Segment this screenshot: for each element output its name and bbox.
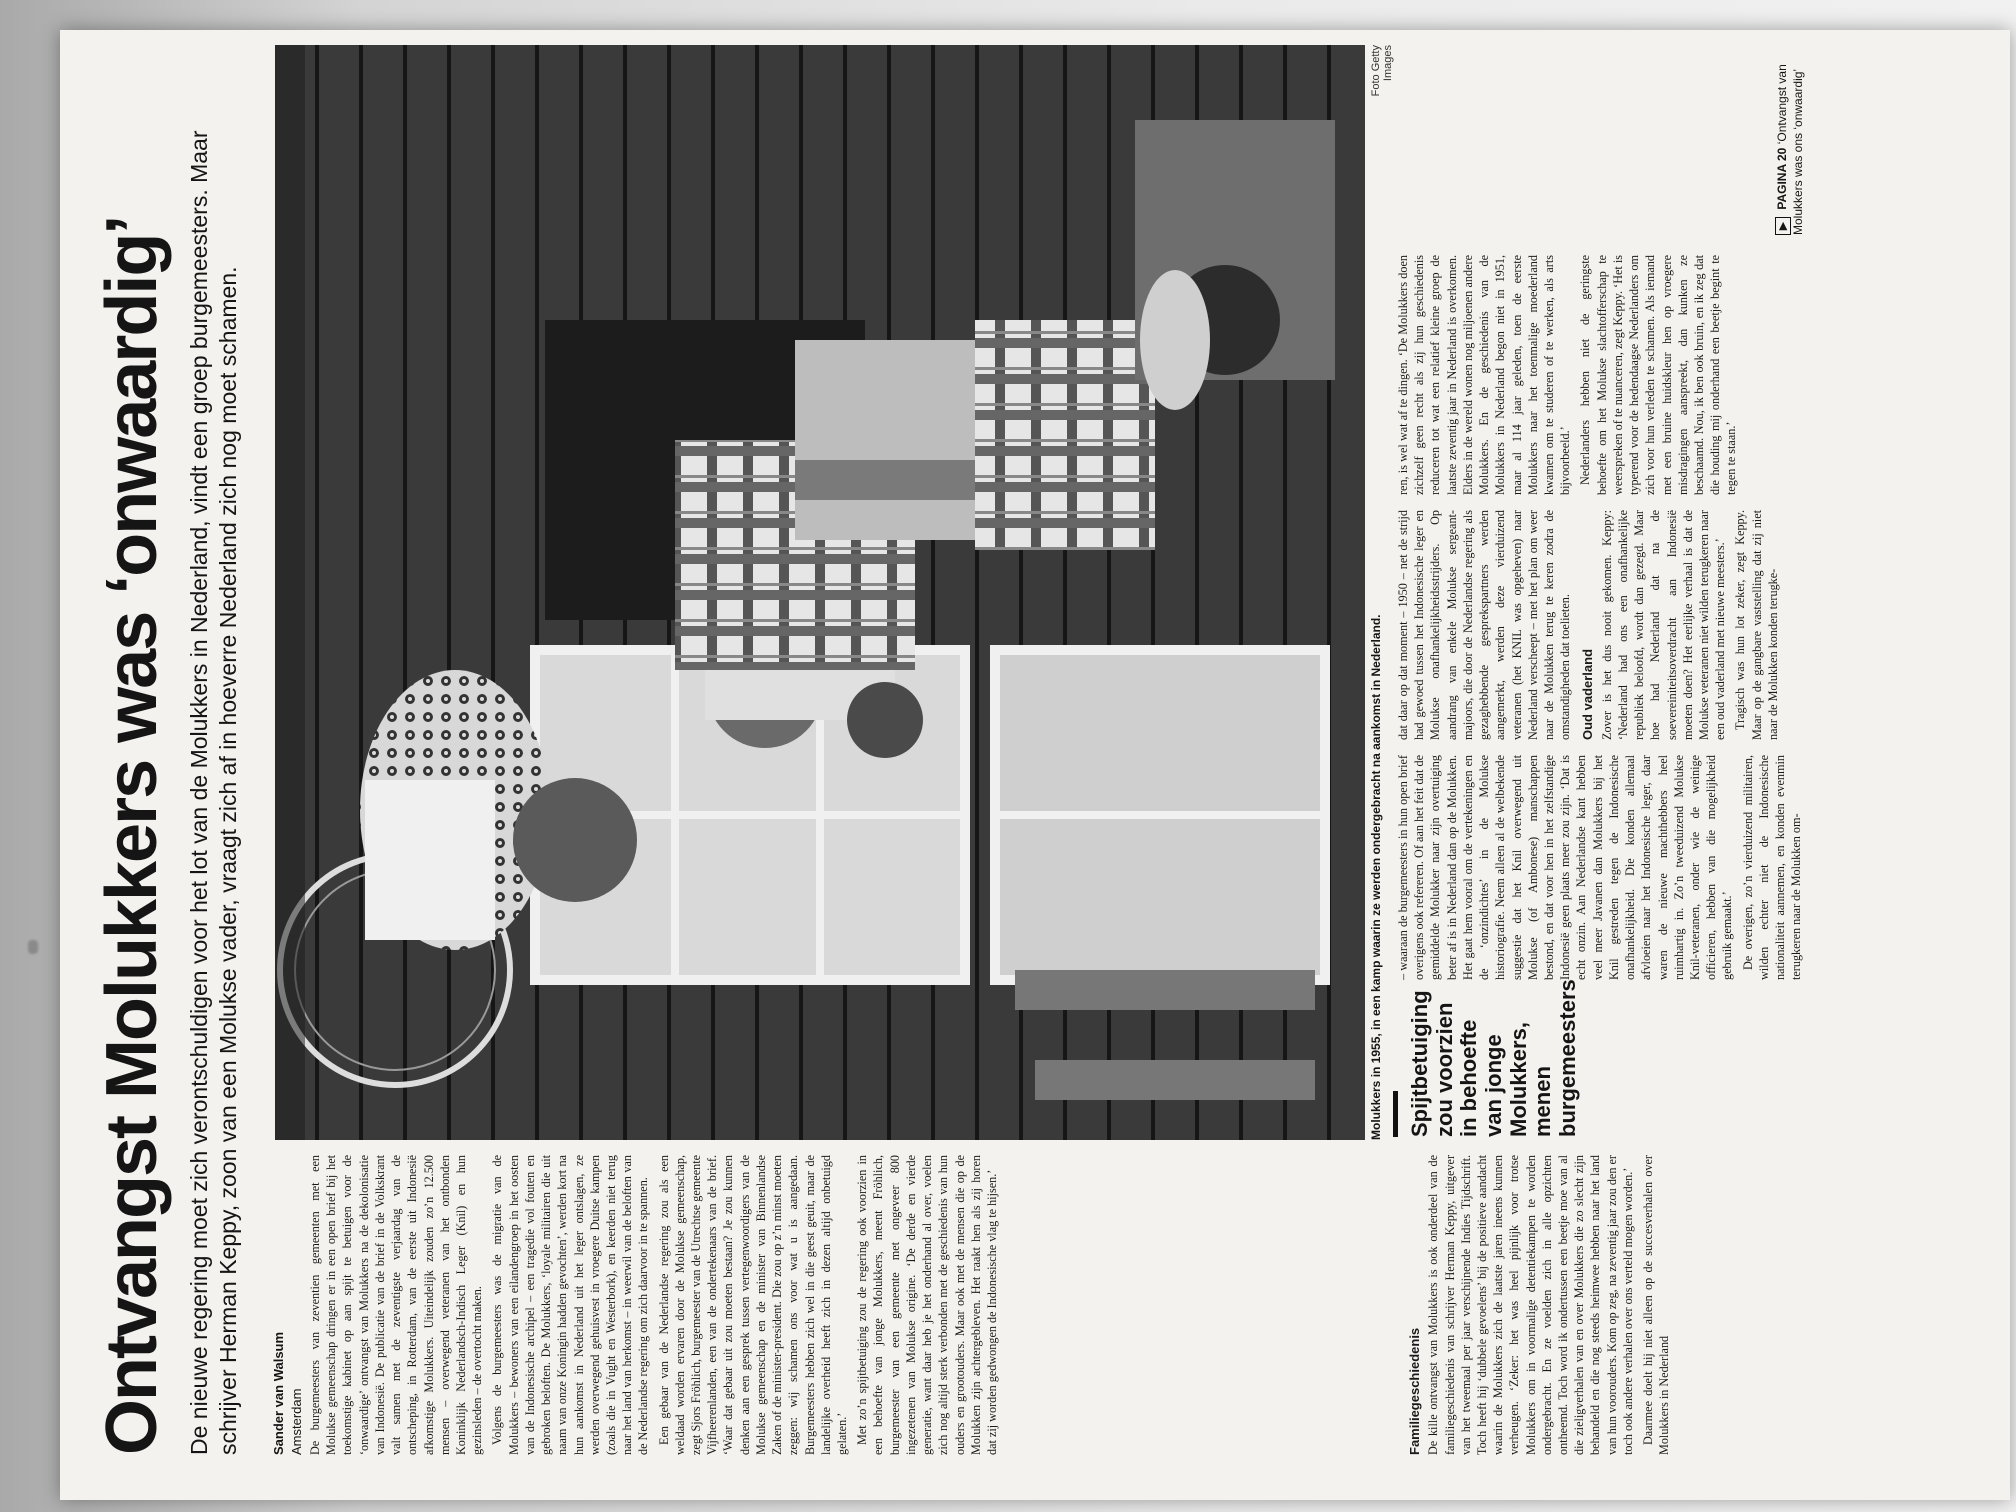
- column-3: [1395, 755, 1808, 980]
- pull-quote-text: Spijtbetuiging zou voorzien in behoefte van jonge Molukkers, menen burgemeesters: [1407, 979, 1580, 1137]
- paragraph: Volgens de burgemeesters was de migratie van de Molukkers – bewoners van een eilandengroep in het oosten van de Indonesische archipel – een tragedie vol fouten en gebroken beloften. De Molukkers, ‘loyale militairen die uit naam van onze Koningin hadden gevochten’, werden kort na hun aankomst in Nederland uit het leger ontslagen, ze werden overwegend gehuisvest in vroegere Duitse kampen (zoals die in Vught en Westerbork), en keerden niet terug naar het land van herkomst – in weerwil van de beloften van de Nederlandse regering om zich daarvoor in te spannen.: [490, 1155, 651, 1455]
- arrow-right-icon: ▶: [1775, 217, 1791, 235]
- paragraph: De kille ontvangst van Molukkers is ook onderdeel van de familiegeschiedenis van schrijver Herman Keppy, uitgever van het tweemaal per jaar verschijnende Indies Tijdschrift. Toch heeft hij ‘dubbele gevoelens’ bij de positieve aandacht waarin de Molukkers zich de laatste jaren ineens kunnen verheugen. ‘Zeker: het was heel pijnlijk voor trotse Molukkers om in voormalige detentiekampen te worden ondergebracht. En ze voelden zich in alle opzichten ontheemd. Toch word ik ondertussen een beetje moe van al die zieligverhalen van en over Molukkers die zo slecht zijn behandeld en die nog steeds heimwee hebben naar het land van hun voorouders. Kom op zeg, na zeventig jaar zou den er toch ook andere verhalen over ons verteld mogen worden.’: [1426, 1155, 1635, 1455]
- newspaper-page: [92, 40, 1995, 1475]
- archive-photo: [275, 45, 1365, 1140]
- paragraph: Een gebaar van de Nederlandse regering zou als een weldaad worden ervaren door de Molukse gemeenschap, zegt Sjors Fröhlich, burgemeester van de Utrechtse gemeente Vijfheerenlanden, een van de ondertekenaars van de brief. ‘Waar dat gebaar uit zou moeten bestaan? Je zou kunnen denken aan een gesprek tussen vertegenwoordigers van de Molukse gemeenschap en de minister van Binnenlandse Zaken of de minister-president. Die zou op z’n minst moeten zeggen: wij schamen ons voor wat u is aangedaan. Burgemeesters hebben zich wel in die geest geuit, maar de landelijke overheid heeft zich in dezen altijd onbetuigd gelaten.’: [656, 1155, 849, 1455]
- subhead-oud-vaderland: Oud vaderland: [1580, 648, 1596, 740]
- page-reference-text: ‘Ontvangst van Molukkers was ons ‘onwaardig’: [1775, 64, 1805, 235]
- pull-quote-bar: [1393, 1091, 1398, 1137]
- column-1: [307, 1155, 1004, 1455]
- photo-illustration: [275, 45, 1365, 1140]
- paragraph: De overigen, zo’n vierduizend militairen, wilden echter niet de Indonesische nationaliteit aannemen, en konden evenmin terugkeren naar de Molukken om-: [1740, 755, 1804, 980]
- paragraph: Nederlanders hebben niet de geringste behoefte om het Molukse slachtofferschap te weerspreken of te nuanceren, zegt Keppy. ‘Het is typerend voor de hedendaagse Nederlanders om zich voor hun verleden te schamen. Als iemand met een bruine huidskleur hen op vroegere misdragingen aanspreekt, dan kunken ze beschaamd. Nou, ik ben ook bruin, en ik zeg dat die houding mij onderhand een beetje begint te tegen te staan.’: [1578, 255, 1739, 495]
- column-5: [1395, 255, 1744, 495]
- paragraph: Met zo’n spijtbetuiging zou de regering ook voorzien in een behoefte van jonge Molukkers, meent Fröhlich, burgemeester van een gemeente met ongeveer 800 ingezetenen van Molukse origine. ‘De derde en vierde generatie, want daar heb je het onderhand al over, voelen zich nog altijd sterk verbonden met de geschiedenis van hun ouders en grootouders. Maar ook met de mensen die op de Molukken zijn achtergebleven. Het raakt hen als zij horen dat zij worden gedwongen de Indonesische vlag te hijsen.’: [855, 1155, 999, 1455]
- photo-credit: Foto Getty Images: [1370, 45, 1394, 97]
- dateline: Amsterdam: [288, 1388, 304, 1455]
- intro-text: De nieuwe regering moet zich verontschuldigen voor het lot van de Molukkers in Nederland, vindt een groep burgemeesters. Maar schrijver Herman Keppy, zoon van een Molukse vader, vraagt zich af in hoeverre Nederland zich nog moet schamen.: [186, 130, 241, 1455]
- page-reference-label: PAGINA 20: [1775, 147, 1789, 210]
- paragraph: Daarmee doelt hij niet alleen op de succesverhalen over Molukkers in Nederland: [1641, 1155, 1672, 1455]
- author: Sander van Walsum: [271, 1331, 286, 1455]
- pull-quote: [1393, 979, 1580, 1137]
- paragraph: Tragisch was hun lot zeker, zegt Keppy. Maar op de gangbare vaststelling dat zij niet naar de Molukken konden terugke-: [1733, 510, 1780, 740]
- paragraph: ren, is wel wat af te dingen. ‘De Molukkers doen zichzelf geen recht als zij hun geschiedenis reduceren tot wat een relatief kleine groep de laatste zeventig jaar in Nederland is overkomen. Elders in de wereld wonen nog miljoenen andere Molukkers. En de geschiedenis van de Molukkers in Nederland begon niet in 1951, maar al 114 jaar geleden, toen de eerste Molukkers naar het toenmalige moederland kwamen om te studeren of te werken, als arts bijvoorbeeld.’: [1396, 255, 1573, 495]
- paragraph: dat daar op dat moment – 1950 – net de strijd had gewoed tussen het Indonesische leger en Molukse onafhankelijkheidsstrijders. Op aandrang van enkele Molukse sergeant-majoors, die door de Nederlandse regering als gezaghebbende gesprekspartners werden aangemerkt, werden deze vierduizend veteranen (het KNIL was opgeheven) naar Nederland verscheept – met het plan om weer naar de Molukken terug te keren zodra de omstandigheden dat toelieten.: [1396, 510, 1573, 740]
- paragraph: De burgemeesters van zeventien gemeenten met een Molukse gemeenschap dringen er in een open brief bij het toekomstige kabinet op aan spijt te betuigen voor de ‘onwaardige’ ontvangst van Molukkers na de dekolonisatie van Indonesië. De publicatie van de brief in de Volkskrant valt samen met de zeventigste verjaardag van de ontscheping, in Rotterdam, van de eerste uit Indonesië afkomstige Molukkers. Uiteindelijk zouden zo’n 12.500 mensen – overwegend veteranen van het ontbonden Koninklijk Nederlandsch-Indisch Leger (Knil) en hun gezinsleden – de overtocht maken.: [308, 1155, 485, 1455]
- subhead-familiegeschiedenis: Familiegeschiedenis: [1407, 1327, 1422, 1455]
- column-2: [1400, 1155, 1677, 1455]
- column-4: [1395, 510, 1785, 740]
- paragraph: – waaraan de burgemeesters in hun open brief overigens ook refereren. Of aan het feit dat de gemiddelde Molukker naar zijn overtuiging beter af is in Nederland dan op de Molukken. Het gaat hem vooral om de vertekeningen en de ‘onzindichtes’ in de Molukse historiografie. Neem alleen al de welbekende suggestie dat het Knil overwegend uit Molukse (of Ambonese) manschappen bestond, en dat voor hen in het zelfstandige Indonesië geen plaats meer zou zijn. ‘Dat is echt onzin. Aan Nederlandse kant hebben veel meer Javanen dan Molukkers bij het Knil gestreden tegen de Indonesische onafhankelijkheid. Die konden allemaal afvloeien naar het Indonesische leger, daar waren de nieuwe machthebbers heel ruimhartig in. Zo’n tweeduizend Molukse Knil-veteranen, onder wie de weinige officieren, hebben van die mogelijkheid gebruik gemaakt.’: [1396, 755, 1735, 980]
- byline: [270, 1155, 305, 1455]
- surface-smudge: [28, 940, 38, 954]
- headline: Ontvangst Molukkers was ‘onwaardig’: [92, 216, 172, 1455]
- page-reference: [1775, 45, 1807, 235]
- paragraph: Zover is het dus nooit gekomen. Keppy: ‘Nederland had ons een onafhankelijke republiek beloofd, wordt dan gezegd. Maar hoe had Nederland dat na de soevereiniteitsoverdracht aan Indonesië moeten doen? Het eerlijke verhaal is dat de Molukse veteranen niet wilden terugkeren naar een oud vaderland met nieuwe meesters.’: [1599, 510, 1728, 740]
- photo-caption: Molukkers in 1955, in een kamp waarin ze werden ondergebracht na aankomst in Nederland.: [1369, 614, 1383, 1140]
